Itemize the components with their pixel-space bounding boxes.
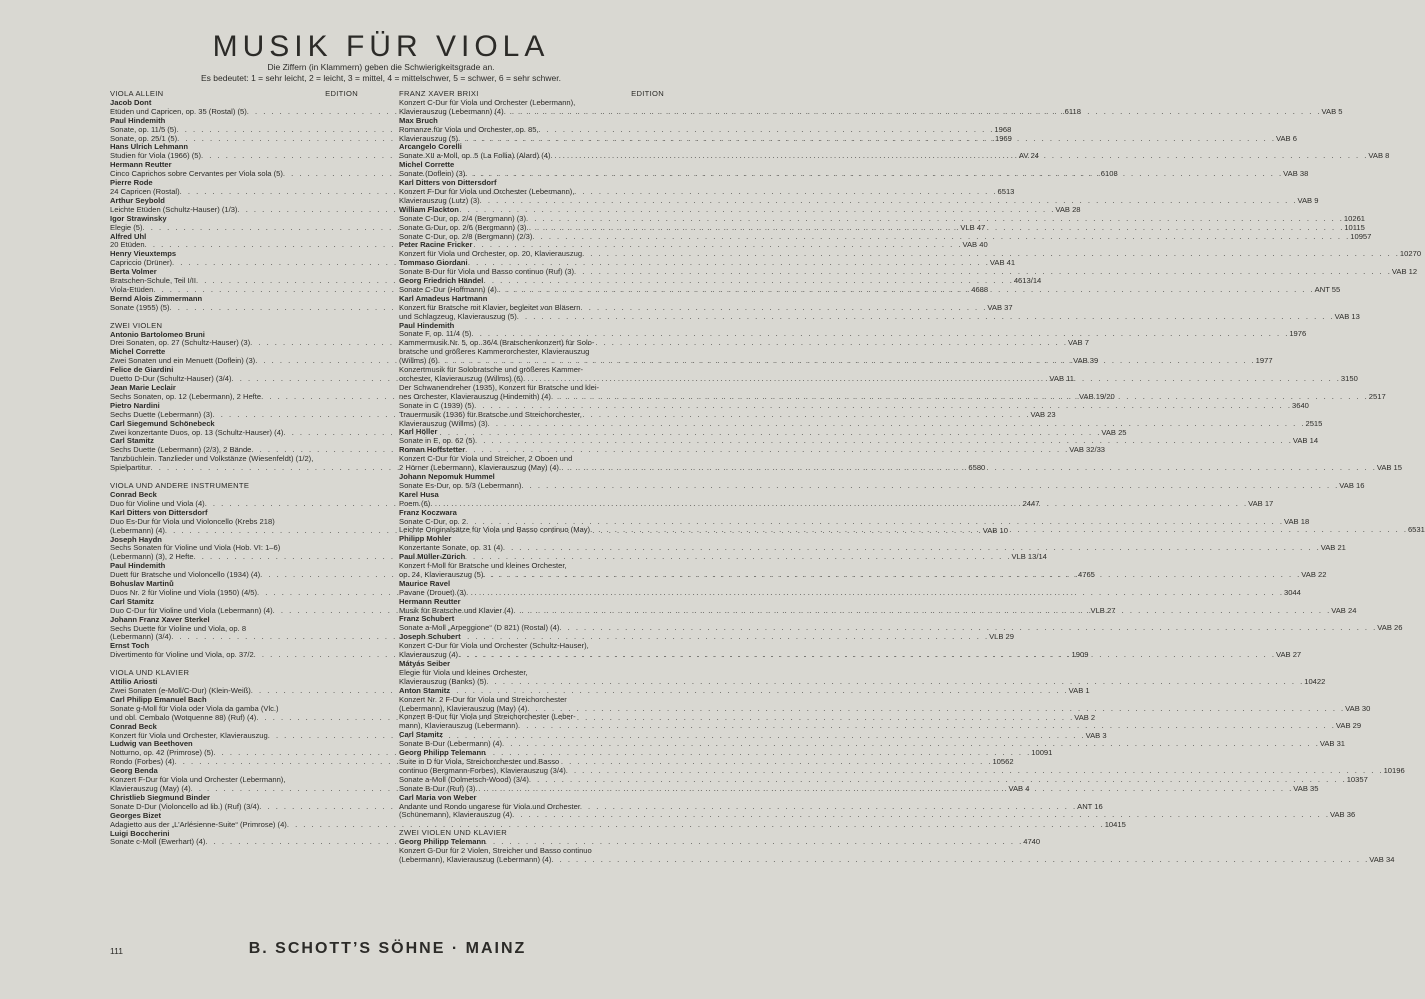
composer-name: Jacob Dont <box>110 97 152 107</box>
dot-leader <box>458 651 1276 660</box>
edition-number: 2517 <box>1368 391 1386 401</box>
edition-number: 10115 <box>1344 222 1365 232</box>
work-title: Sonate in E, op. 62 (5) <box>399 436 475 446</box>
composer-name: Paul Hindemith <box>110 561 166 571</box>
composer-name: Johann Franz Xaver Sterkel <box>110 614 210 624</box>
work-title: nes Orchester, Klavierauszug (Hindemith) (4) <box>399 391 551 401</box>
edition-number: 10422 <box>1304 676 1326 686</box>
section-heading-text: VIOLA UND KLAVIER <box>110 668 190 678</box>
composer-name: Berta Volmer <box>110 267 157 277</box>
edition-number: VAB 6 <box>1275 133 1297 143</box>
edition-number: 6580 <box>968 463 986 473</box>
work-title: Der Schwanendreher (1935), Konzert für Bratsche und klei- <box>399 382 600 392</box>
edition-number: VAB 30 <box>1345 703 1371 713</box>
composer-name: William Flackton <box>399 204 459 214</box>
work-title: Konzert C-Dur für Viola und Orchester (Schultz-Hauser), <box>399 641 589 651</box>
composer-name: Christlieb Siegmund Binder <box>110 792 210 802</box>
edition-number: VAB 37 <box>987 302 1013 312</box>
work-title: Sonate a-Moll (Dolmetsch-Wood) (3/4) <box>399 774 529 784</box>
work-entry <box>399 810 1356 820</box>
edition-number: 1909 <box>1071 650 1089 660</box>
dot-leader <box>480 197 1298 206</box>
work-title: Drei Sonaten, op. 27 (Schultz-Hauser) (3) <box>110 338 251 348</box>
edition-heading: EDITION <box>325 89 358 98</box>
edition-number: VLB 29 <box>989 632 1014 642</box>
dot-leader <box>466 589 1284 598</box>
edition-number: ANT 55 <box>1314 284 1341 294</box>
edition-number: VAB 40 <box>962 240 988 250</box>
edition-number: 6513 <box>997 186 1015 196</box>
edition-number: VAB 14 <box>1292 436 1319 446</box>
work-title: Suite in D für Viola, Streichorchester und Basso <box>399 756 560 766</box>
work-title: Viola-Etüden <box>110 284 154 294</box>
work-title: Poem (6) <box>399 498 431 508</box>
work-title: Konzertmusik für Solobratsche und größeres Kammer- <box>399 365 584 375</box>
composer-name: Michel Corrette <box>399 160 455 170</box>
composer-name: Felice de Giardini <box>110 365 174 375</box>
dot-leader <box>527 705 1345 714</box>
composer-name: Attilio Ariosti <box>110 677 158 687</box>
edition-number: AV 24 <box>1018 151 1040 161</box>
work-title: Konzertante Sonate, op. 31 (4) <box>399 543 503 553</box>
edition-number: VAB 35 <box>1293 783 1319 793</box>
dot-leader <box>559 624 1377 633</box>
edition-number: VAB 21 <box>1320 543 1346 553</box>
composer-name: Georg Philipp Telemann <box>399 837 486 847</box>
edition-number: 1976 <box>1289 329 1307 339</box>
section-heading-text: VIOLA ALLEIN <box>110 89 164 98</box>
dot-leader <box>521 482 1339 491</box>
composer-name: Pietro Nardini <box>110 400 160 410</box>
dot-leader <box>513 607 1331 616</box>
dot-leader <box>503 544 1321 553</box>
edition-number: 1969 <box>994 133 1012 143</box>
section-heading-text: ZWEI VIOLEN UND KLAVIER <box>399 828 508 838</box>
composer-name: Michel Corrette <box>110 347 166 357</box>
edition-number: 10270 <box>1399 249 1422 259</box>
work-title: Pavane (Drouet) (3) <box>399 587 467 597</box>
edition-number: VAB 38 <box>1283 169 1309 179</box>
work-title: orchester, Klavierauszug (Willms) (6) <box>399 374 524 383</box>
work-title: Konzert für Viola und Orchester, op. 20, Klavierauszug <box>399 249 583 259</box>
edition-number: 6118 <box>1064 106 1081 116</box>
composer-name: Pierre Rode <box>110 178 153 188</box>
dot-leader <box>517 313 1335 322</box>
dot-leader <box>502 740 1320 749</box>
work-title: Sonate G-Dur, op. 2/6 (Bergmann) (3) <box>399 222 527 232</box>
composer-name: Hermann Reutter <box>110 160 172 170</box>
edition-number: VAB 18 <box>1283 516 1310 526</box>
page-number: 111 <box>110 946 123 956</box>
work-title: (Lebermann), Klavierauszug (Lebermann) (4) <box>399 855 552 865</box>
composer-name: Joseph Schubert <box>399 632 461 642</box>
edition-number: 2447 <box>1022 498 1040 508</box>
edition-number: VAB 22 <box>1301 569 1327 579</box>
work-title: Klavierauszug (May) (4) <box>110 783 191 793</box>
edition-number: VAB 28 <box>1055 204 1081 214</box>
dot-leader <box>532 233 1350 242</box>
composer-name: Paul Hindemith <box>110 115 166 125</box>
work-title: Sonate c-Moll (Ewerhart) (4) <box>110 837 206 847</box>
work-title: Sonate C-Dur, op. 2/4 (Bergmann) (3) <box>399 213 527 223</box>
section-heading-text: VIOLA UND ANDERE INSTRUMENTE <box>110 481 250 491</box>
composer-name: Henry Vieuxtemps <box>110 249 177 259</box>
section-heading-text: FRANZ XAVER BRIXI <box>399 89 479 98</box>
edition-number: VAB 34 <box>1369 855 1395 865</box>
edition-number: 10091 <box>1031 748 1053 758</box>
work-title: Klavierauszug (Lebermann) (4) <box>399 106 504 116</box>
work-title: Trauermusik (1936) für Bratsche und Streichorchester, <box>399 409 582 419</box>
edition-number: 6108 <box>1100 169 1118 179</box>
work-title: Konzert G-Dur für 2 Violen, Streicher und Basso continuo <box>399 846 592 856</box>
edition-number: VAB 2 <box>1074 712 1096 722</box>
work-title: Duo C-Dur für Violine und Viola (Lebermann) (4) <box>110 605 273 615</box>
edition-number: VLB 47 <box>960 222 986 232</box>
work-title: Tanzbüchlein. Tanzlieder und Volkstänze (Wiesenfeldt) (1/2), <box>110 454 314 464</box>
edition-number: VAB 32/33 <box>1069 445 1106 455</box>
work-title: Duett für Bratsche und Violoncello (1934) (4) <box>110 570 261 580</box>
composer-name: Alfred Uhl <box>110 231 147 241</box>
work-title: Rondo (Forbes) (4) <box>110 757 175 767</box>
composer-name: Roman Hoffstetter <box>399 445 466 455</box>
work-title: Sonate C-Dur, op. 2/8 (Bergmann) (2/3) <box>399 231 533 241</box>
composer-name: Mátyás Seiber <box>399 659 451 668</box>
composer-name: Karl Amadeus Hartmann <box>399 293 488 303</box>
edition-number: VAB 4 <box>1008 783 1030 793</box>
composer-name: Carl Stamitz <box>399 730 443 740</box>
work-title: Konzert C-Dur für Viola und Orchester (Lebermann), <box>399 97 576 107</box>
work-entry <box>399 418 1323 429</box>
work-title: Sonate Es-Dur, op. 5/3 (Lebermann) <box>399 480 522 490</box>
work-title: Klavierauszug (Banks) (5) <box>399 676 487 686</box>
edition-number: VAB 19/20 <box>1079 391 1115 401</box>
work-title: Spielpartitur <box>110 463 151 473</box>
dot-leader <box>512 811 1330 820</box>
composer-name: Carl Stamitz <box>110 436 154 446</box>
composer-name: Conrad Beck <box>110 489 157 499</box>
work-title: op. 24, Klavierauszug (5) <box>399 569 484 579</box>
work-title: Capriccio (Drüner) <box>110 258 173 268</box>
edition-number: VAB 25 <box>1101 427 1127 437</box>
work-title: Duos Nr. 2 für Violine und Viola (1950) (4/5) <box>110 587 258 597</box>
edition-number: 10957 <box>1350 231 1372 241</box>
edition-number: VAB 41 <box>989 258 1016 268</box>
edition-number: VAB 1 <box>1068 686 1090 695</box>
edition-number: VAB 27 <box>1275 650 1302 660</box>
composer-name: Conrad Beck <box>110 721 157 731</box>
work-title: (Lebermann) (3/4) <box>110 632 172 642</box>
edition-number: VAB 13 <box>1334 311 1360 321</box>
work-title: (Willms) (6) <box>399 356 438 366</box>
edition-number: VAB 39 <box>1073 356 1099 366</box>
edition-number: 10261 <box>1343 213 1366 223</box>
work-title: Kammermusik Nr. 5, op. 36/4 (Bratschenkonzert) für Solo- <box>399 338 595 348</box>
edition-number: 3044 <box>1283 587 1301 597</box>
work-title: Duetto D-Dur (Schultz-Hauser) (3/4) <box>110 374 232 384</box>
composer-name: Bohuslav Martinů <box>110 579 174 589</box>
work-title: Sechs Sonaten, op. 12 (Lebermann), 2 Hefte <box>110 391 262 401</box>
dot-leader <box>497 286 1315 295</box>
composer-name: Max Bruch <box>399 115 438 125</box>
dot-leader <box>590 526 1408 535</box>
composer-name: Hermann Reutter <box>399 596 461 606</box>
work-title: Sonate (1955) (5) <box>110 302 170 312</box>
work-title: Konzert Nr. 2 F-Dur für Viola und Streichorchester <box>399 694 567 704</box>
work-title: 24 Capricen (Rostal) <box>110 186 180 196</box>
work-title: Sechs Duette für Violine und Viola, op. 8 <box>110 623 247 633</box>
work-title: (Lebermann) (4) <box>110 525 165 535</box>
work-title: continuo (Bergmann-Forbes), Klavierauszug (3/4) <box>399 765 566 775</box>
work-title: Sechs Sonaten für Violine und Viola (Hob. VI: 1–6) <box>110 543 281 553</box>
subtitle-line-2: Es bedeutet: 1 = sehr leicht, 2 = leicht, 3 = mittel, 4 = mittelschwer, 5 = schwer, 6 = sehr schwer. <box>200 73 561 83</box>
work-title: Sonate D-Dur (Violoncello ad lib.) (Ruf) (3/4) <box>110 801 260 811</box>
work-title: Duo Es-Dur für Viola und Violoncello (Krebs 218) <box>110 516 275 526</box>
dot-leader <box>582 250 1400 259</box>
work-title: Konzert F-Dur für Viola und Orchester (Lebermann), <box>399 186 575 196</box>
edition-number: VAB 7 <box>1067 338 1089 348</box>
work-title: Klavierauszug (Willms) (3) <box>399 418 488 428</box>
work-title: Studien für Viola (1966) (5) <box>110 151 202 161</box>
work-title: und Schlagzeug, Klavierauszug (5) <box>399 311 517 321</box>
dot-leader <box>488 420 1306 429</box>
dot-leader <box>430 500 1248 509</box>
composer-name: Paul Hindemith <box>399 320 455 330</box>
dot-leader <box>523 375 1341 384</box>
edition-number: VAB 12 <box>1391 267 1418 277</box>
dot-leader <box>474 402 1292 411</box>
work-title: Duo für Violine und Viola (4) <box>110 498 205 508</box>
dot-leader <box>475 785 1293 794</box>
work-title: Klavierauszug (Lutz) (3) <box>399 195 480 205</box>
composer-name: Carl Philipp Emanuel Bach <box>110 694 207 704</box>
work-title: Sechs Duette (Lebermann) (3) <box>110 409 213 419</box>
edition-number: VAB 26 <box>1377 623 1403 633</box>
work-title: Zwei konzertante Duos, op. 13 (Schultz-Hauser) (4) <box>110 427 284 437</box>
work-title: (Lebermann) (3), 2 Hefte <box>110 552 194 562</box>
composer-name: Karl Ditters von Dittersdorf <box>399 178 497 188</box>
work-title: Sonate, op. 25/1 (5) <box>110 133 178 143</box>
dot-leader <box>518 722 1336 731</box>
edition-number: 3640 <box>1292 400 1309 410</box>
work-title: Etüden und Capricen, op. 35 (Rostal) (5) <box>110 106 247 116</box>
work-title: Klavierauszug (4) <box>399 650 459 660</box>
work-title: Elegie (5) <box>110 222 143 232</box>
composer-name: Georg Benda <box>110 766 158 776</box>
edition-number: 1968 <box>994 124 1012 134</box>
work-title: Sonate a-Moll „Arpeggione“ (D 821) (Rostal) (4) <box>399 623 560 633</box>
edition-number: 10562 <box>992 757 1014 767</box>
composer-name: Carl Siegemund Schönebeck <box>110 418 215 428</box>
composer-name: Igor Strawinsky <box>110 213 167 223</box>
edition-number: VLB 13/14 <box>1011 552 1047 562</box>
edition-number: VAB 23 <box>1030 409 1056 419</box>
composer-name: Antonio Bartolomeo Bruni <box>110 329 205 339</box>
work-title: Sonate C-Dur (Hoffmann) (4) <box>399 284 497 294</box>
composer-name: Maurice Ravel <box>399 578 451 588</box>
work-title: Zwei Sonaten und ein Menuett (Doflein) (3) <box>110 356 256 366</box>
work-title: Sonate (Doflein) (3) <box>399 169 466 179</box>
section-heading-text: ZWEI VIOLEN <box>110 320 163 330</box>
composer-name: Georges Bizet <box>110 810 162 820</box>
composer-name: Franz Koczwara <box>399 507 457 517</box>
subtitle-line-1: Die Ziffern (in Klammern) geben die Schwierigkeitsgrade an. <box>267 62 495 72</box>
composer-name: Joseph Haydn <box>110 534 162 544</box>
work-title: Bratschen-Schule, Teil I/II <box>110 276 196 286</box>
composer-name: Karl Höller <box>399 427 438 437</box>
dot-leader <box>559 464 1377 473</box>
work-title: Sonate B-Dur (Lebermann) (4) <box>399 739 502 749</box>
work-title: Andante und Rondo ungarese für Viola und Orchester <box>399 801 581 811</box>
work-title: Sonate C-Dur, op. 2 <box>399 516 467 526</box>
work-title: mann), Klavierauszug (Lebermann) <box>399 721 519 731</box>
edition-number: 10357 <box>1346 774 1368 784</box>
dot-leader <box>486 678 1304 687</box>
edition-number: 4688 <box>971 284 989 294</box>
composer-name: Luigi Boccherini <box>110 828 170 838</box>
work-title: Musik für Bratsche und Klavier (4) <box>399 605 514 615</box>
composer-name: Philipp Mohler <box>399 534 452 544</box>
composer-name: Georg Friedrich Händel <box>399 276 484 286</box>
work-title: Sonate B-Dur (Ruf) (3) <box>399 783 476 793</box>
edition-number: VAB 36 <box>1329 810 1356 820</box>
edition-number: 4740 <box>1023 837 1041 847</box>
edition-number: VAB 16 <box>1339 480 1365 490</box>
work-title: bratsche und größeres Kammerorchester, Klavierauszug <box>399 347 590 357</box>
composer-name: Peter Racine Fricker <box>399 240 473 250</box>
work-entry <box>399 855 1395 865</box>
composer-name: Johann Nepomuk Hummel <box>399 471 495 481</box>
edition-number: VAB 8 <box>1368 151 1390 161</box>
work-title: Sonate B-Dur für Viola und Basso continuo (Ruf) (3) <box>399 267 575 277</box>
composer-name: Arthur Seybold <box>110 195 165 205</box>
work-title: Cinco Caprichos sobre Cervantes per Viola sola (5) <box>110 169 283 179</box>
work-title: Divertimento für Violine und Viola, op. 37/2 <box>110 650 254 660</box>
edition-number: 4613/14 <box>1013 276 1042 286</box>
work-title: Elegie für Viola und kleines Orchester, <box>399 667 528 677</box>
work-title: und obl. Cembalo (Wotquenne 88) (Ruf) (4) <box>110 712 257 722</box>
composer-name: Ludwig van Beethoven <box>110 739 193 749</box>
work-title: Leichte Originalsätze für Viola und Basso continuo (May) <box>399 525 591 535</box>
composer-name: Hans Ulrich Lehmann <box>110 142 189 152</box>
edition-number: 4765 <box>1078 570 1095 580</box>
work-title: Konzert f-Moll für Bratsche und kleines Orchester, <box>399 561 567 571</box>
work-title: Romanze für Viola und Orchester, op. 85, <box>399 124 539 134</box>
dot-leader <box>483 571 1301 580</box>
edition-number: VAB 15 <box>1376 463 1402 473</box>
work-title: Konzert F-Dur für Viola und Orchester (Lebermann), <box>110 775 286 785</box>
page-title: MUSIK FÜR VIOLA <box>212 30 550 63</box>
work-title: (Lebermann), Klavierauszug (May) (4) <box>399 703 528 713</box>
work-title: Sonate F, op. 11/4 (5) <box>399 329 472 339</box>
edition-number: VAB 5 <box>1321 106 1343 116</box>
edition-number: 2515 <box>1305 418 1323 428</box>
work-title: Sonate g-Moll für Viola oder Viola da gamba (Vlc.) <box>110 703 279 713</box>
composer-name: Tommaso Giordani <box>399 258 468 268</box>
work-title: Leichte Etüden (Schultz-Hauser) (1/3) <box>110 204 238 214</box>
work-title: Notturno, op. 42 (Primrose) (5) <box>110 748 214 758</box>
dot-leader <box>551 856 1369 865</box>
edition-number: 3150 <box>1340 374 1358 383</box>
composer-name: Karel Husa <box>399 489 439 499</box>
composer-name: Bernd Alois Zimmermann <box>110 293 203 303</box>
dot-leader <box>504 108 1322 117</box>
composer-name: Paul Müller-Zürich <box>399 552 466 562</box>
composer-name: Ernst Toch <box>110 641 150 651</box>
work-title: 2 Hörner (Lebermann), Klavierauszug (May) (4) <box>399 463 559 473</box>
composer-name: Carl Maria von Weber <box>399 792 477 802</box>
work-title: Klavierauszug (5) <box>399 133 459 143</box>
edition-number: VAB 17 <box>1248 498 1274 508</box>
work-title: Konzert für Bratsche mit Klavier, begleitet von Bläsern <box>399 302 581 312</box>
work-title: Sonate in C (1939) (5) <box>399 400 475 410</box>
composer-name: Arcangelo Corelli <box>399 142 462 152</box>
work-title: Sonate, op. 11/5 (5) <box>110 124 177 134</box>
dot-leader <box>458 135 1276 144</box>
publisher-name: B. SCHOTT’S SÖHNE · MAINZ <box>248 940 527 957</box>
edition-number: VAB 10 <box>982 525 1008 535</box>
work-title: Zwei Sonaten (e-Moll/C-Dur) (Klein-Weiß) <box>110 686 251 695</box>
edition-number: VAB 11 <box>1049 374 1075 384</box>
work-title: Konzert C-Dur für Viola und Streicher, 2 Oboen und <box>399 454 573 464</box>
dot-leader <box>574 268 1392 277</box>
work-title: Konzert für Viola und Orchester, Klavierauszug <box>110 730 268 740</box>
work-title: Konzert B-Dur für Viola und Streichorchester (Leber- <box>399 712 576 722</box>
edition-number: ANT 16 <box>1077 801 1103 811</box>
composer-name: Georg Philipp Telemann <box>399 748 486 758</box>
dot-leader <box>551 152 1369 161</box>
dot-leader <box>471 330 1289 339</box>
work-title: Sonate XII a-Moll, op. 5 (La Follia) (Alard) (4) <box>399 151 551 161</box>
dot-leader <box>475 437 1293 446</box>
edition-number: 10196 <box>1383 765 1405 775</box>
composer-name: Carl Stamitz <box>110 596 154 606</box>
edition-number: VAB 31 <box>1319 739 1346 749</box>
work-title: 20 Etüden <box>110 240 145 250</box>
edition-number: VAB 3 <box>1085 730 1107 740</box>
edition-heading: EDITION <box>631 89 664 98</box>
dot-leader <box>465 170 1283 179</box>
work-title: Adagietto aus der „L’Arlésienne-Suite“ (Primrose) (4) <box>110 819 287 829</box>
composer-name: Franz Schubert <box>399 614 455 624</box>
composer-name: Jean Marie Leclair <box>110 383 176 392</box>
edition-number: VAB 9 <box>1297 195 1319 205</box>
edition-number: 10415 <box>1104 819 1126 829</box>
edition-number: 6531 <box>1407 525 1425 535</box>
work-title: Sechs Duette (Lebermann) (2/3), 2 Bände <box>110 445 252 455</box>
edition-number: VLB 27 <box>1090 605 1116 615</box>
edition-number: VAB 29 <box>1335 721 1362 731</box>
edition-number: 1977 <box>1255 356 1273 366</box>
composer-name: Anton Stamitz <box>399 685 451 695</box>
work-title: (Schünemann), Klavierauszug (4) <box>399 810 513 820</box>
edition-number: VAB 24 <box>1331 605 1357 615</box>
composer-name: Karl Ditters von Dittersdorf <box>110 507 208 517</box>
